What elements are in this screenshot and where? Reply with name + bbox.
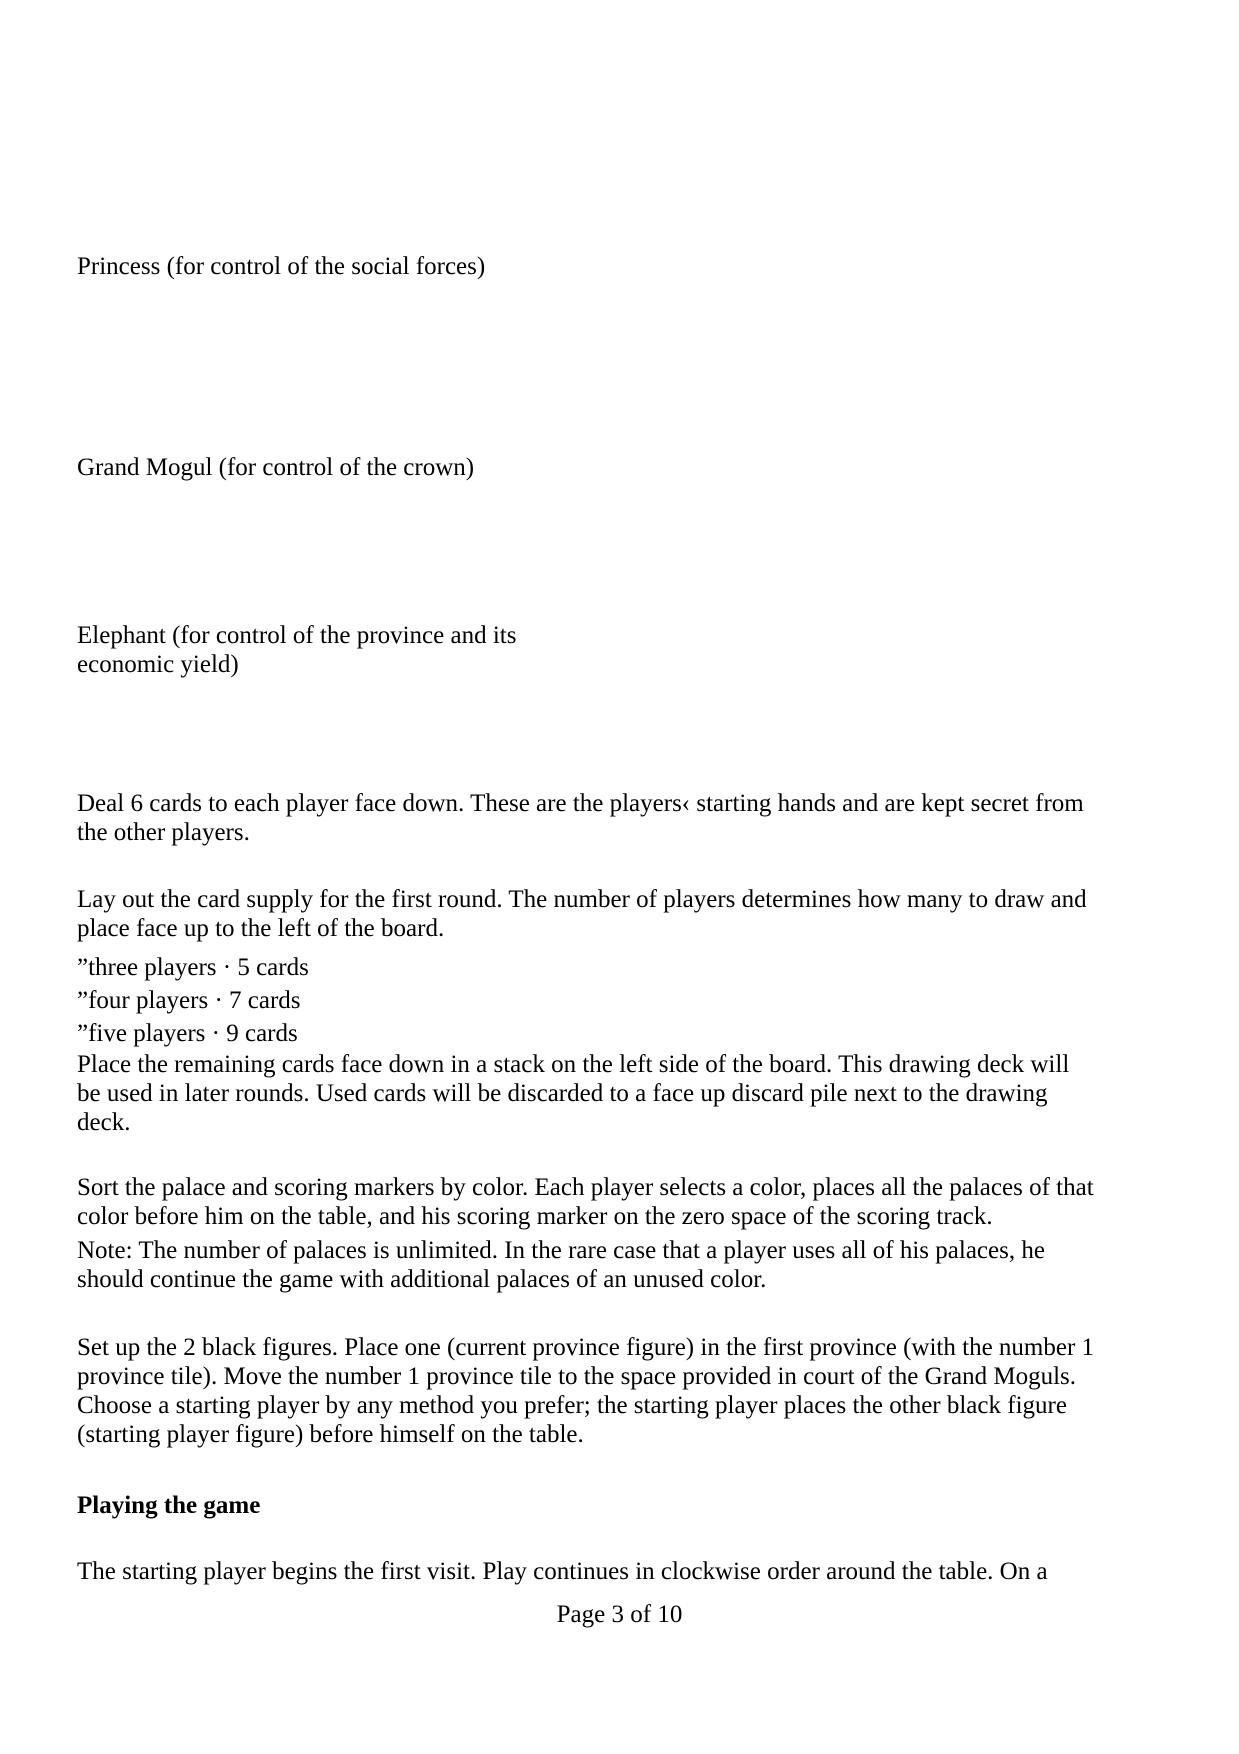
drawing-deck-line-1: Place the remaining cards face down in a stack on the left side of the board. This drawing deck will bbox=[77, 1051, 1070, 1078]
figures-line-3: Choose a starting player by any method you prefer; the starting player places the other black figure bbox=[77, 1392, 1067, 1419]
role-grand-mogul bbox=[77, 453, 1177, 482]
page-number: Page 3 of 10 bbox=[556, 1601, 683, 1628]
supply-option-three-players: ”three players · 5 cards bbox=[77, 954, 309, 981]
figures-paragraph bbox=[77, 1333, 1177, 1449]
markers-note-line-1: Note: The number of palaces is unlimited. In the rare case that a player uses all of his palaces, he bbox=[77, 1237, 1045, 1264]
supply-options bbox=[77, 951, 1177, 1050]
markers-note bbox=[77, 1236, 1177, 1294]
playing-paragraph bbox=[77, 1557, 1177, 1586]
drawing-deck-paragraph bbox=[77, 1050, 1177, 1137]
markers-paragraph bbox=[77, 1173, 1177, 1231]
supply-line-2: place face up to the left of the board. bbox=[77, 915, 445, 942]
role-elephant bbox=[77, 621, 1177, 679]
section-heading-playing-text: Playing the game bbox=[77, 1492, 261, 1519]
role-princess bbox=[77, 252, 1177, 281]
figures-line-2: province tile). Move the number 1 province tile to the space provided in court of the Grand Moguls. bbox=[77, 1363, 1077, 1390]
drawing-deck-line-3: deck. bbox=[77, 1109, 131, 1136]
section-heading-playing bbox=[77, 1491, 1177, 1520]
figures-line-1: Set up the 2 black figures. Place one (current province figure) in the first province (with the number 1 bbox=[77, 1334, 1095, 1361]
drawing-deck-line-2: be used in later rounds. Used cards will be discarded to a face up discard pile next to the drawing bbox=[77, 1080, 1048, 1107]
figures-line-4: (starting player figure) before himself on the table. bbox=[77, 1421, 584, 1448]
role-elephant-line-1: Elephant (for control of the province and its bbox=[77, 622, 517, 649]
deal-line-1: Deal 6 cards to each player face down. These are the players‹ starting hands and are kept secret from bbox=[77, 790, 1084, 817]
deal-line-2: the other players. bbox=[77, 819, 250, 846]
playing-line-1: The starting player begins the first visit. Play continues in clockwise order around the table. On a bbox=[77, 1558, 1048, 1585]
markers-note-line-2: should continue the game with additional palaces of an unused color. bbox=[77, 1266, 767, 1293]
role-princess-text: Princess (for control of the social forces) bbox=[77, 253, 486, 280]
markers-line-2: color before him on the table, and his scoring marker on the zero space of the scoring track. bbox=[77, 1203, 993, 1230]
deal-paragraph bbox=[77, 789, 1177, 847]
supply-paragraph bbox=[77, 885, 1177, 943]
supply-option-four-players: ”four players · 7 cards bbox=[77, 987, 301, 1014]
role-grand-mogul-text: Grand Mogul (for control of the crown) bbox=[77, 454, 475, 481]
supply-option-five-players: ”five players · 9 cards bbox=[77, 1020, 298, 1047]
page-footer bbox=[0, 1600, 1239, 1629]
role-elephant-line-2: economic yield) bbox=[77, 651, 239, 678]
supply-line-1: Lay out the card supply for the first round. The number of players determines how many to draw and bbox=[77, 886, 1087, 913]
markers-line-1: Sort the palace and scoring markers by color. Each player selects a color, places all the palaces of that bbox=[77, 1174, 1094, 1201]
